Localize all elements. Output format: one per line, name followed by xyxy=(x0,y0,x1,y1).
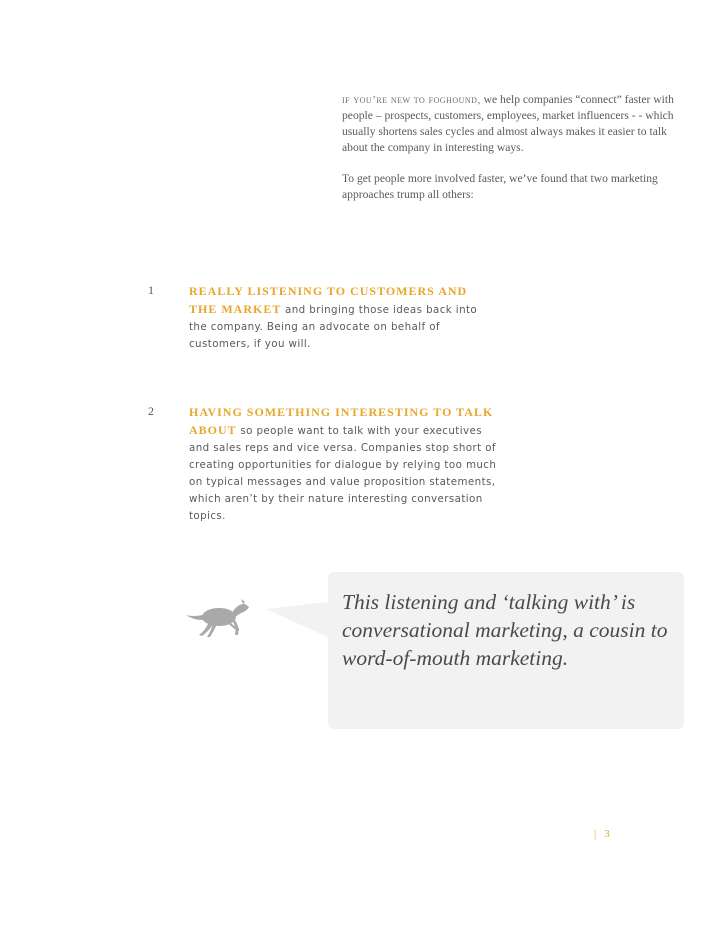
intro-paragraph-1-rest: we help companies “connect” faster with people – prospects, customers, employees, market influencers - - which usually shortens sales cycles and almost always makes it easier to talk about the company in interesting ways. xyxy=(342,93,674,154)
intro-text xyxy=(342,92,690,218)
running-dog-icon xyxy=(183,595,255,641)
callout-quote: This listening and ‘talking with’ is conversational marketing, a cousin to word-of-mouth marketing. xyxy=(342,590,668,670)
item-body: so people want to talk with your executives and sales reps and vice versa. Companies stop short of creating opportunities for dialogue by relying too much on typical messages and value proposition statements, which aren’t by their nature interesting conversation topics. xyxy=(189,425,497,522)
intro-paragraph-2: To get people more involved faster, we’ve found that two marketing approaches trump all others: xyxy=(342,172,658,201)
page-separator: | xyxy=(594,828,597,840)
callout-tail xyxy=(266,601,336,641)
intro-lead: if you’re new to foghound, xyxy=(342,94,481,106)
page-footer xyxy=(594,828,610,840)
item-body: and bringing those ideas back into the company. Being an advocate on behalf of customers, if you will. xyxy=(189,304,478,350)
item-text xyxy=(189,283,498,353)
list-item xyxy=(148,283,498,353)
item-number: 1 xyxy=(148,283,154,297)
item-lead: HAVING SOMETHING INTERESTING TO TALK ABOUT xyxy=(189,405,494,437)
item-number: 2 xyxy=(148,404,154,418)
intro-paragraph-1 xyxy=(342,92,690,156)
page-number: 3 xyxy=(604,828,610,840)
item-text xyxy=(189,404,498,525)
item-lead: REALLY LISTENING TO CUSTOMERS AND THE MARKET xyxy=(189,284,468,316)
list-item xyxy=(148,404,498,525)
